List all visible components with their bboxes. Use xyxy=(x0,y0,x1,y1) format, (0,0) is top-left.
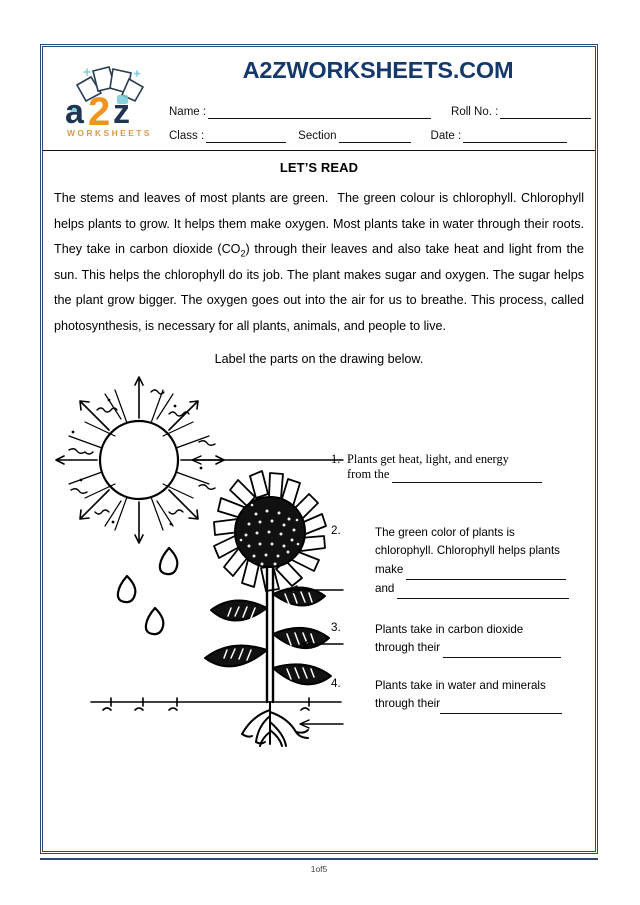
question-2-line-1: The green color of plants is xyxy=(375,525,515,539)
question-4-number: 4. xyxy=(331,676,341,690)
roots-icon xyxy=(242,702,308,746)
date-label: Date : xyxy=(430,129,462,142)
question-2-line-3 xyxy=(375,561,586,580)
question-2-line-2: chlorophyll. Chlorophyll helps plants xyxy=(375,544,560,558)
student-info-fields xyxy=(169,95,593,143)
question-1-number: 1. xyxy=(331,451,341,466)
svg-text:a: a xyxy=(65,93,84,131)
ground-line xyxy=(91,698,341,710)
reading-text-part-2: ) through their leaves and also take heat and light from the sun. This helps the chlorophyll do its job. The plant makes sugar and oxygen. The sugar helps the plant grow bigger. The oxygen goes out into the air for us to breathe. This process, called photosynthesis, is necessary for all plants, animals, and people to live. xyxy=(54,242,584,334)
page-footer xyxy=(40,858,598,874)
question-1-line-2 xyxy=(347,467,583,483)
section-input-blank[interactable] xyxy=(339,129,411,143)
question-2-line-4 xyxy=(375,580,586,599)
question-item-3 xyxy=(331,621,586,659)
section-label: Section xyxy=(298,129,337,142)
roll-no-label: Roll No. : xyxy=(451,105,499,118)
question-2-number: 2. xyxy=(331,523,341,537)
question-3-answer-blank[interactable] xyxy=(443,645,561,658)
worksheet-page xyxy=(40,44,598,854)
roll-no-input-blank[interactable] xyxy=(500,105,591,119)
class-row xyxy=(169,119,593,143)
svg-text:z: z xyxy=(113,93,130,131)
question-item-1 xyxy=(331,452,583,484)
diagram-and-questions xyxy=(43,372,595,762)
question-2-answer-blank-1[interactable] xyxy=(406,567,566,580)
question-1-line-2-text: from the xyxy=(347,467,390,482)
question-2-line-4-text: and xyxy=(375,581,395,595)
question-4-answer-blank[interactable] xyxy=(440,701,562,714)
co2-subscript: 2 xyxy=(240,248,246,259)
water-droplets-icon xyxy=(118,548,177,634)
question-1-line-1: Plants get heat, light, and energy xyxy=(347,451,509,466)
question-2-line-3-text: make xyxy=(375,563,404,577)
class-label: Class : xyxy=(169,129,205,142)
question-3-number: 3. xyxy=(331,620,341,634)
question-item-2 xyxy=(331,524,586,599)
worksheet-header xyxy=(43,47,595,151)
footer-divider xyxy=(40,858,598,860)
site-title: A2ZWORKSHEETS.COM xyxy=(242,57,514,83)
name-input-blank[interactable] xyxy=(208,105,431,119)
question-2-answer-blank-2[interactable] xyxy=(397,586,569,599)
question-4-line-2-text: through their xyxy=(375,697,441,711)
reading-text-part-1: The stems and leaves of most plants are green. The green colour is chlorophyll. Chlorophyll helps plants to grow. It helps them make oxygen. Most plants take in water through their roots. They take in carbon dioxide (CO xyxy=(54,191,584,257)
date-input-blank[interactable] xyxy=(463,129,567,143)
label-parts-instruction: Label the parts on the drawing below. xyxy=(214,351,424,366)
question-1-answer-blank[interactable] xyxy=(392,470,542,483)
page-number: 1of5 xyxy=(310,864,328,874)
question-4-line-1: Plants take in water and minerals xyxy=(375,678,546,692)
sunflower-head-icon xyxy=(214,471,326,591)
class-input-blank[interactable] xyxy=(206,129,286,143)
name-label: Name : xyxy=(169,105,207,118)
a2z-worksheets-logo xyxy=(57,55,161,141)
reading-paragraph xyxy=(54,186,584,340)
question-3-line-2-text: through their xyxy=(375,641,441,655)
svg-text:WORKSHEETS: WORKSHEETS xyxy=(67,128,152,138)
photosynthesis-diagram xyxy=(51,372,351,752)
question-item-4 xyxy=(331,677,586,715)
question-3-line-2 xyxy=(375,639,586,658)
svg-text:2: 2 xyxy=(88,90,111,134)
question-3-line-1: Plants take in carbon dioxide xyxy=(375,622,524,636)
lets-read-heading: LET’S READ xyxy=(279,160,359,175)
question-4-line-2 xyxy=(375,695,586,714)
name-row xyxy=(169,95,593,119)
